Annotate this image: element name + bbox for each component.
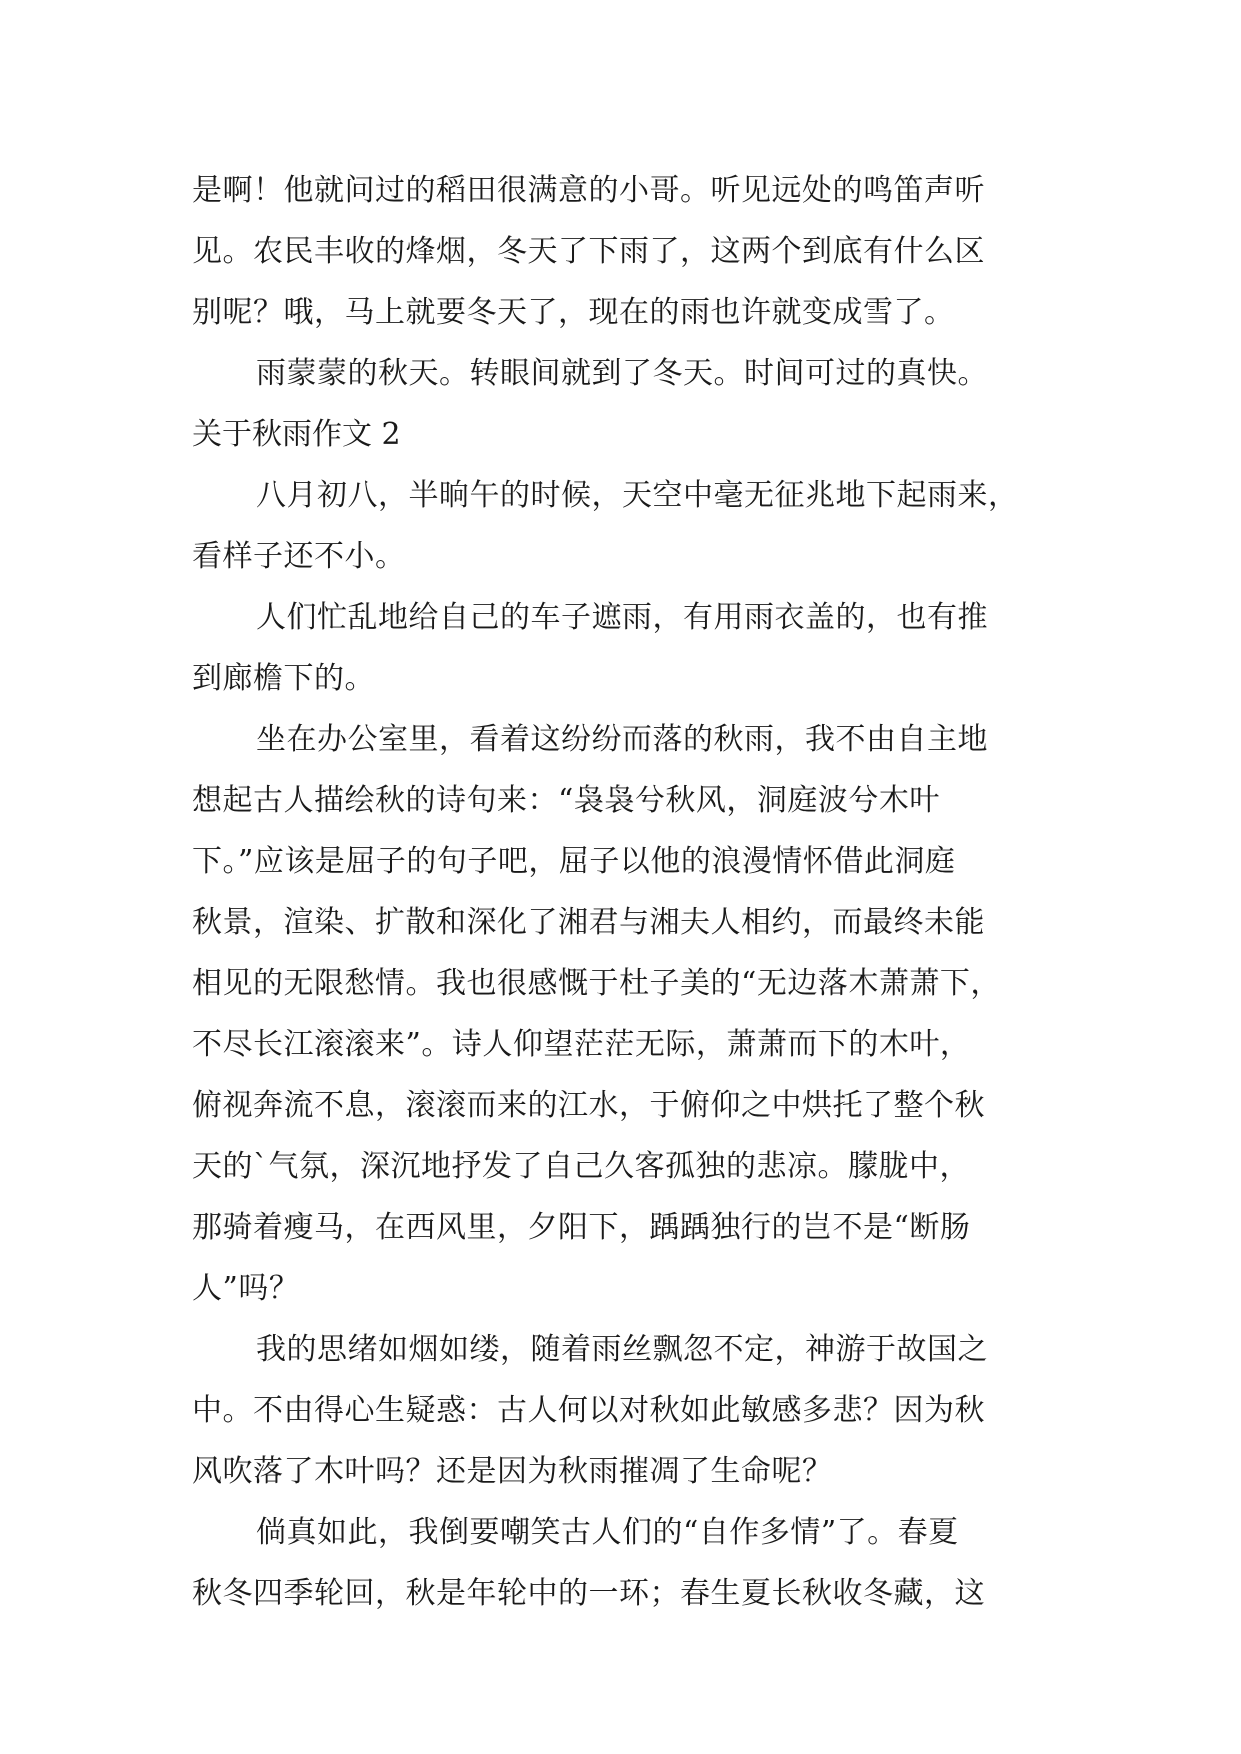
text-line: 相见的无限愁情。我也很感慨于杜子美的“无边落木萧萧下， [192, 966, 1001, 1001]
section-heading: 关于秋雨作文 2 [192, 417, 401, 452]
text-line: 见。农民丰收的烽烟，冬天了下雨了，这两个到底有什么区 [192, 234, 985, 269]
text-line: 坐在办公室里，看着这纷纷而落的秋雨，我不由自主地 [256, 722, 988, 757]
text-line: 人们忙乱地给自己的车子遮雨，有用雨衣盖的，也有推 [256, 600, 988, 635]
text-line: 天的`气氛，深沉地抒发了自己久客孤独的悲凉。朦胧中， [192, 1149, 970, 1184]
text-line: 不尽长江滚滚来”。诗人仰望茫茫无际，萧萧而下的木叶， [192, 1027, 971, 1062]
text-line: 倘真如此，我倒要嘲笑古人们的“自作多情”了。春夏 [256, 1515, 959, 1550]
text-line: 是啊！他就问过的稻田很满意的小哥。听见远处的鸣笛声听 [192, 173, 985, 208]
text-line: 秋冬四季轮回，秋是年轮中的一环；春生夏长秋收冬藏，这 [192, 1576, 985, 1611]
text-line: 下。”应该是屈子的句子吧，屈子以他的浪漫情怀借此洞庭 [192, 844, 956, 879]
text-line: 想起古人描绘秋的诗句来：“袅袅兮秋风，洞庭波兮木叶 [192, 783, 940, 818]
document-body [192, 160, 1050, 1624]
text-line: 秋景，渲染、扩散和深化了湘君与湘夫人相约，而最终未能 [192, 905, 985, 940]
text-line: 人”吗？ [192, 1271, 300, 1306]
text-line: 雨蒙蒙的秋天。转眼间就到了冬天。时间可过的真快。 [256, 356, 988, 391]
text-line: 别呢？哦，马上就要冬天了，现在的雨也许就变成雪了。 [192, 295, 955, 330]
text-line: 那骑着瘦马，在西风里，夕阳下，踽踽独行的岂不是“断肠 [192, 1210, 971, 1245]
text-line: 我的思绪如烟如缕，随着雨丝飘忽不定，神游于故国之 [256, 1332, 988, 1367]
text-line: 八月初八，半晌午的时候，天空中毫无征兆地下起雨来， [256, 478, 1019, 513]
text-line: 中。不由得心生疑惑：古人何以对秋如此敏感多悲？因为秋 [192, 1393, 985, 1428]
text-line: 看样子还不小。 [192, 539, 406, 574]
text-line: 俯视奔流不息，滚滚而来的江水，于俯仰之中烘托了整个秋 [192, 1088, 985, 1123]
text-line: 到廊檐下的。 [192, 661, 375, 696]
text-line: 风吹落了木叶吗？还是因为秋雨摧凋了生命呢？ [192, 1454, 833, 1489]
